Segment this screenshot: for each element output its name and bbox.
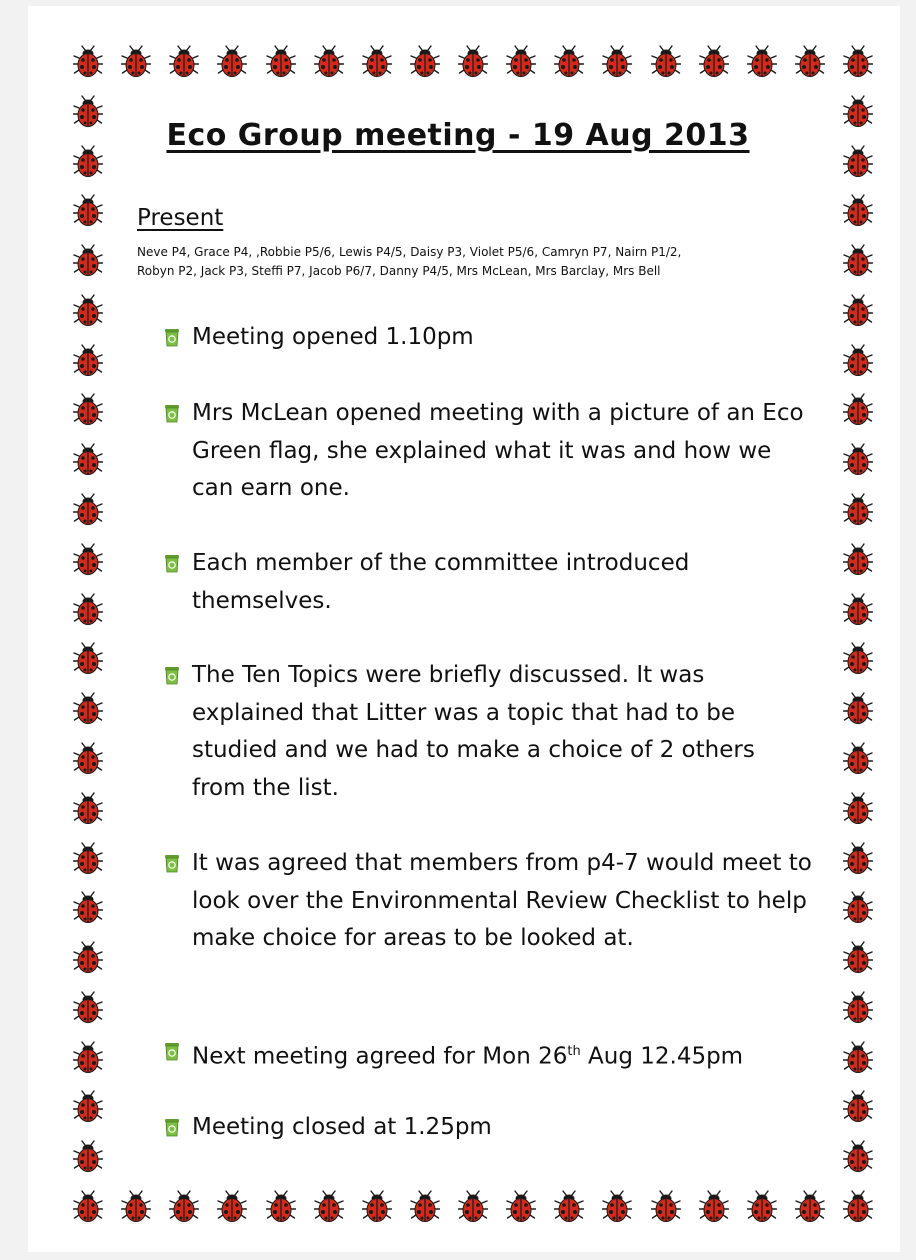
recycle-bin-icon — [164, 665, 180, 685]
ladybug-icon — [843, 1190, 873, 1224]
ladybug-icon — [73, 344, 103, 378]
ladybug-icon — [73, 1140, 103, 1174]
ladybug-icon — [843, 393, 873, 427]
ladybug-icon — [362, 1190, 392, 1224]
ladybug-icon — [217, 1190, 247, 1224]
ladybug-icon — [458, 45, 488, 79]
ladybug-icon — [843, 443, 873, 477]
ladybug-icon — [699, 45, 729, 79]
list-item-text: Meeting closed at 1.25pm — [192, 1114, 492, 1140]
ladybug-icon — [73, 194, 103, 228]
ladybug-icon — [747, 45, 777, 79]
list-item-text: Next meeting agreed for Mon 26th Aug 12.45pm — [192, 1043, 744, 1070]
recycle-bin-icon — [164, 1117, 180, 1137]
recycle-bin-icon — [164, 553, 180, 573]
present-heading: Present — [137, 205, 224, 231]
ladybug-icon — [73, 593, 103, 627]
ladybug-icon — [73, 1090, 103, 1124]
ladybug-icon — [843, 1041, 873, 1075]
ladybug-icon — [458, 1190, 488, 1224]
ladybug-icon — [73, 842, 103, 876]
ladybug-icon — [169, 45, 199, 79]
ladybug-icon — [843, 244, 873, 278]
recycle-bin-icon — [164, 327, 180, 347]
ladybug-icon — [843, 194, 873, 228]
list-item — [164, 657, 814, 807]
ladybug-icon — [602, 45, 632, 79]
ladybug-icon — [651, 1190, 681, 1224]
ladybug-icon — [843, 891, 873, 925]
ladybug-icon — [843, 344, 873, 378]
attendee-list — [137, 243, 817, 281]
ladybug-icon — [843, 842, 873, 876]
ladybug-icon — [843, 692, 873, 726]
list-item — [164, 395, 814, 508]
ladybug-icon — [843, 1090, 873, 1124]
list-item — [164, 1109, 814, 1147]
ladybug-icon — [169, 1190, 199, 1224]
recycle-bin-icon — [164, 1041, 180, 1061]
ladybug-icon — [73, 941, 103, 975]
ladybug-icon — [73, 45, 103, 79]
ladybug-icon — [843, 1140, 873, 1174]
ladybug-icon — [843, 941, 873, 975]
ladybug-icon — [73, 692, 103, 726]
list-item — [164, 545, 814, 620]
ladybug-icon — [314, 45, 344, 79]
ladybug-icon — [314, 1190, 344, 1224]
ladybug-icon — [843, 294, 873, 328]
ladybug-icon — [266, 45, 296, 79]
ladybug-icon — [843, 792, 873, 826]
list-item — [164, 319, 814, 357]
ladybug-icon — [73, 493, 103, 527]
attendee-line: Neve P4, Grace P4, ,Robbie P5/6, Lewis P4/5, Daisy P3, Violet P5/6, Camryn P7, Nairn P1/2, — [137, 245, 682, 259]
ladybug-icon — [843, 642, 873, 676]
ladybug-icon — [73, 991, 103, 1025]
ladybug-icon — [362, 45, 392, 79]
ladybug-icon — [73, 244, 103, 278]
ladybug-icon — [795, 1190, 825, 1224]
ladybug-icon — [73, 543, 103, 577]
list-item — [164, 1033, 814, 1076]
ladybug-icon — [410, 1190, 440, 1224]
list-item-text: Mrs McLean opened meeting with a picture of an Eco Green flag, she explained what it was and how we can earn one. — [192, 400, 804, 501]
ladybug-icon — [73, 1041, 103, 1075]
ladybug-icon — [843, 593, 873, 627]
ladybug-icon — [843, 742, 873, 776]
ladybug-icon — [73, 792, 103, 826]
ladybug-icon — [699, 1190, 729, 1224]
ladybug-icon — [217, 45, 247, 79]
ladybug-icon — [73, 1190, 103, 1224]
list-item-text: It was agreed that members from p4-7 would meet to look over the Environmental Review Checklist to help make choice for areas to be looked at. — [192, 850, 812, 951]
attendee-line: Robyn P2, Jack P3, Steffi P7, Jacob P6/7, Danny P4/5, Mrs McLean, Mrs Barclay, Mrs Bell — [137, 264, 661, 278]
ladybug-icon — [73, 443, 103, 477]
ladybug-icon — [73, 642, 103, 676]
ladybug-icon — [747, 1190, 777, 1224]
ladybug-icon — [651, 45, 681, 79]
ladybug-icon — [843, 493, 873, 527]
ladybug-icon — [73, 393, 103, 427]
recycle-bin-icon — [164, 853, 180, 873]
recycle-bin-icon — [164, 403, 180, 423]
ladybug-icon — [506, 1190, 536, 1224]
ladybug-icon — [554, 45, 584, 79]
ladybug-icon — [73, 742, 103, 776]
page-title: Eco Group meeting - 19 Aug 2013 — [166, 118, 750, 153]
list-item-text: The Ten Topics were briefly discussed. It was explained that Litter was a topic that had to be studied and we had to make a choice of 2 others from the list. — [192, 662, 755, 801]
ladybug-icon — [554, 1190, 584, 1224]
ladybug-icon — [410, 45, 440, 79]
ladybug-icon — [266, 1190, 296, 1224]
ladybug-icon — [843, 543, 873, 577]
ladybug-icon — [73, 294, 103, 328]
ladybug-icon — [843, 991, 873, 1025]
list-item — [164, 845, 814, 958]
ladybug-icon — [843, 45, 873, 79]
list-item-text: Meeting opened 1.10pm — [192, 324, 474, 350]
list-item-text: Each member of the committee introduced themselves. — [192, 550, 690, 614]
ladybug-icon — [73, 891, 103, 925]
ladybug-icon — [795, 45, 825, 79]
ladybug-icon — [121, 1190, 151, 1224]
ladybug-icon — [602, 1190, 632, 1224]
ladybug-icon — [121, 45, 151, 79]
ladybug-icon — [506, 45, 536, 79]
